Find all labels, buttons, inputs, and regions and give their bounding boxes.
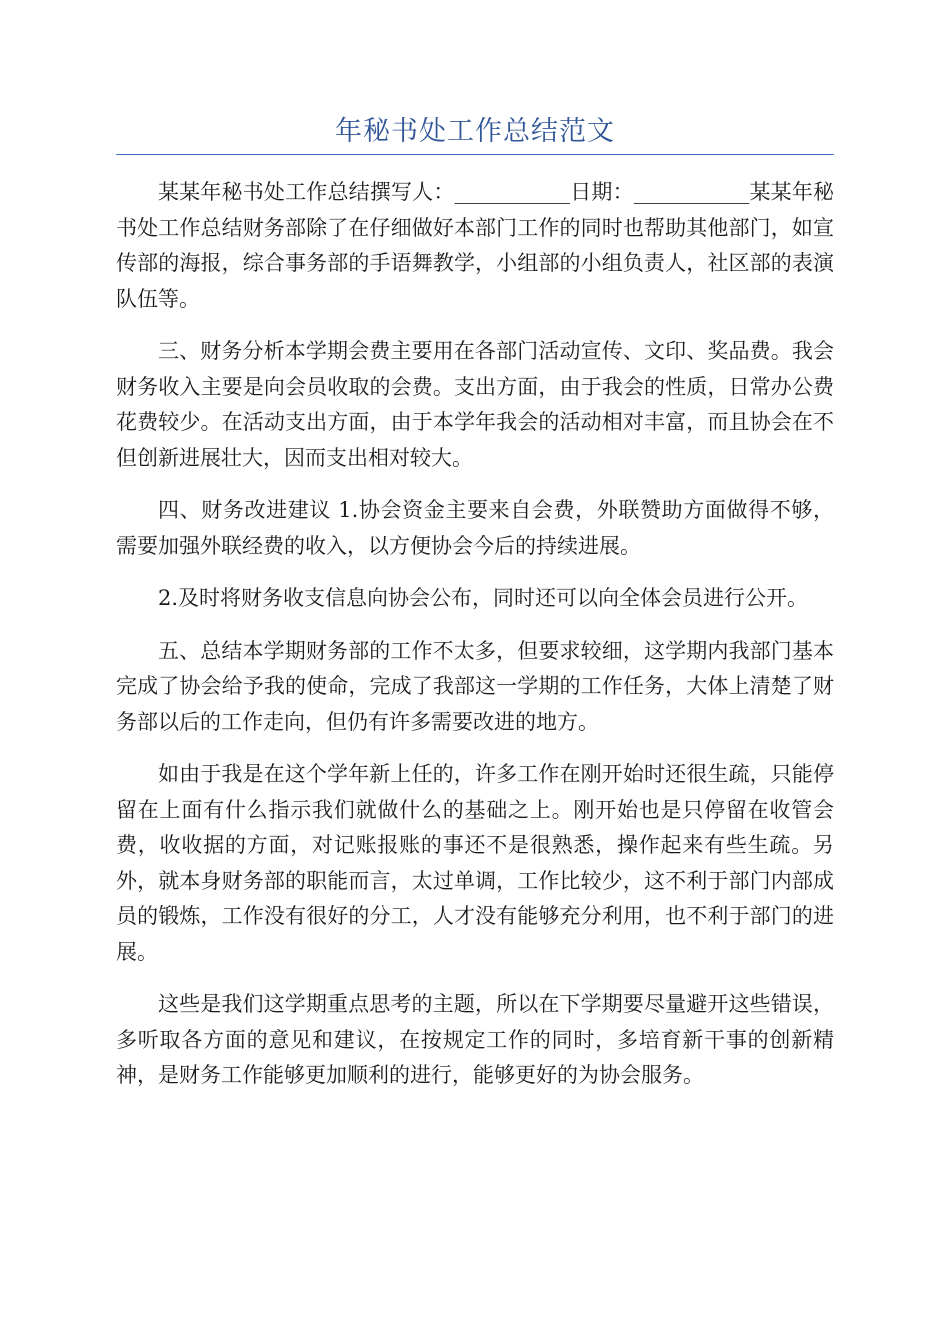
document-title: 年秘书处工作总结范文	[335, 116, 615, 147]
paragraph-3: 四、财务改进建议 1.协会资金主要来自会费，外联赞助方面做得不够，需要加强外联经费的收入，以方便协会今后的持续进展。	[116, 498, 834, 558]
paragraph-6: 如由于我是在这个学年新上任的，许多工作在刚开始时还很生疏，只能停留在上面有什么指示我们就做什么的基础之上。刚开始也是只停留在收管会费，收收据的方面，对记账报账的事还不是很熟悉，操作起来有些生疏。另外，就本身财务部的职能而言，太过单调，工作比较少，这不利于部门内部成员的锻炼，工作没有很好的分工，人才没有能够充分利用，也不利于部门的进展。	[116, 762, 834, 964]
paragraph-1: 某某年秘书处工作总结撰写人：___________日期：___________某某年秘书处工作总结财务部除了在仔细做好本部门工作的同时也帮助其他部门，如宣传部的海报，综合事务部的手语舞教学，小组部的小组负责人，社区部的表演队伍等。	[116, 180, 834, 311]
paragraph-7: 这些是我们这学期重点思考的主题，所以在下学期要尽量避开这些错误，多听取各方面的意见和建议，在按规定工作的同时，多培育新干事的创新精神，是财务工作能够更加顺利的进行，能够更好的为协会服务。	[116, 992, 834, 1087]
paragraph-4: 2.及时将财务收支信息向协会公布，同时还可以向全体会员进行公开。	[158, 586, 809, 610]
title-underline	[116, 154, 834, 155]
paragraph-2: 三、财务分析本学期会费主要用在各部门活动宣传、文印、奖品费。我会财务收入主要是向会员收取的会费。支出方面，由于我会的性质，日常办公费花费较少。在活动支出方面，由于本学年我会的活动相对丰富，而且协会在不但创新进展壮大，因而支出相对较大。	[116, 339, 834, 470]
document-body	[116, 175, 834, 1111]
paragraph-5: 五、总结本学期财务部的工作不太多，但要求较细，这学期内我部门基本完成了协会给予我的使命，完成了我部这一学期的工作任务，大体上清楚了财务部以后的工作走向，但仍有许多需要改进的地方。	[116, 638, 834, 734]
